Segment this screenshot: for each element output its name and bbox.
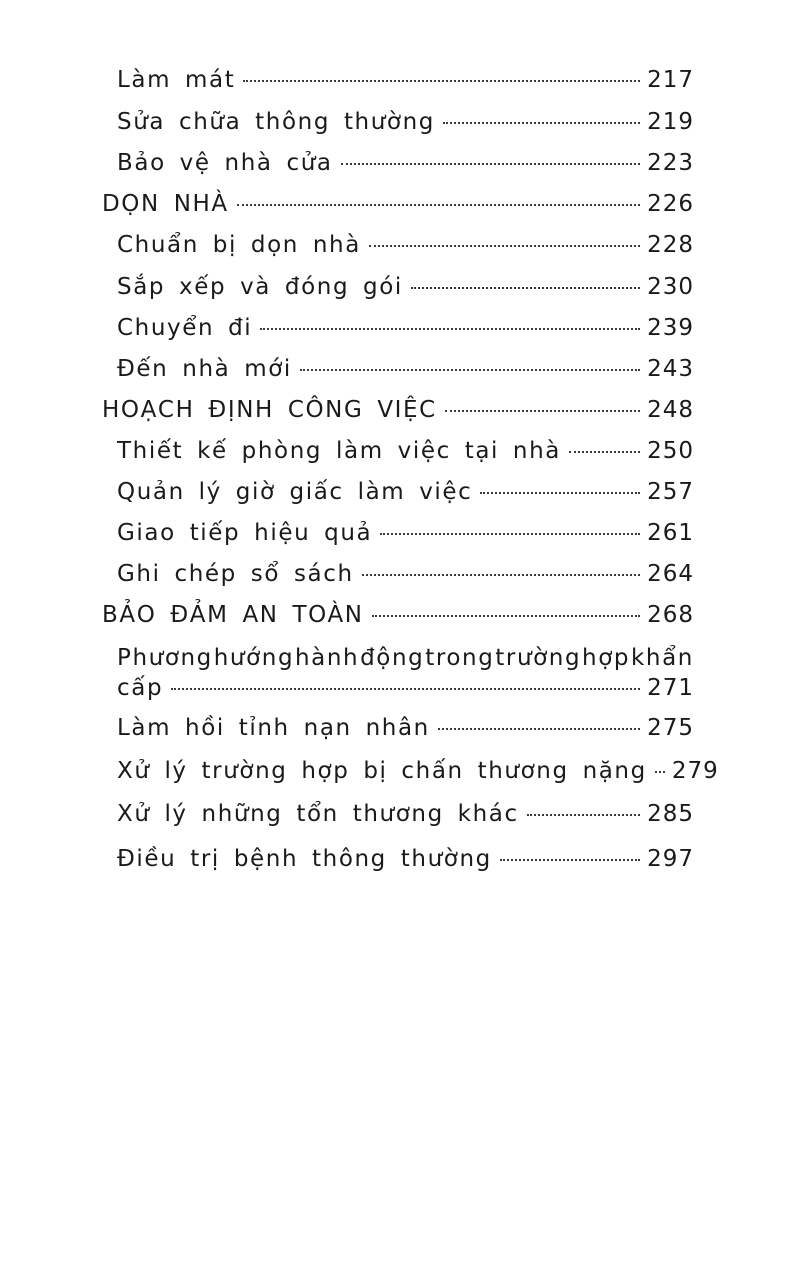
toc-entry-title: Làm hồi tỉnh nạn nhân xyxy=(117,715,430,741)
toc-entry-title: Thiết kế phòng làm việc tại nhà xyxy=(117,438,561,464)
dot-leader xyxy=(260,328,640,330)
toc-section-title: DỌN NHÀ xyxy=(102,191,229,217)
toc-entry-title: Chuyển đi xyxy=(117,315,253,341)
dot-leader xyxy=(569,451,640,453)
toc-section-entry[interactable] xyxy=(102,396,694,424)
toc-entry-title: Bảo vệ nhà cửa xyxy=(117,150,333,176)
toc-entry-title: Làm mát xyxy=(117,67,236,93)
dot-leader xyxy=(171,688,640,690)
toc-entry-title: Điều trị bệnh thông thường xyxy=(117,846,492,872)
dot-leader xyxy=(380,533,640,535)
toc-entry[interactable] xyxy=(117,437,694,465)
title-word: hành xyxy=(295,645,360,671)
toc-entry[interactable] xyxy=(117,845,694,873)
toc-entry-page: 275 xyxy=(647,715,694,741)
title-word: hướng xyxy=(213,645,295,671)
toc-entry-page: 257 xyxy=(647,479,694,505)
dot-leader xyxy=(443,122,640,124)
toc-entry-page: 285 xyxy=(647,801,694,827)
toc-entry-title: Giao tiếp hiệu quả xyxy=(117,520,373,546)
dot-leader xyxy=(527,814,640,816)
toc-entry-page: 219 xyxy=(647,109,694,135)
toc-entry-page: 264 xyxy=(647,561,694,587)
toc-entry-multiline[interactable] xyxy=(117,643,694,703)
dot-leader xyxy=(500,859,640,861)
toc-entry-page: 228 xyxy=(647,232,694,258)
toc-entry-page: 223 xyxy=(647,150,694,176)
toc-entry-title: Sắp xếp và đóng gói xyxy=(117,274,403,300)
toc-entry-title: Xử lý những tổn thương khác xyxy=(117,801,519,827)
toc-section-title: BẢO ĐẢM AN TOÀN xyxy=(102,602,364,628)
dot-leader xyxy=(372,615,641,617)
dot-leader xyxy=(237,204,640,206)
toc-entry-title-line1 xyxy=(117,643,694,673)
dot-leader xyxy=(341,163,640,165)
toc-entry-page: 268 xyxy=(647,602,694,628)
toc-entry[interactable] xyxy=(117,560,694,588)
toc-entry[interactable] xyxy=(117,519,694,547)
toc-entry[interactable] xyxy=(117,714,694,742)
toc-entry[interactable] xyxy=(117,149,694,177)
dot-leader xyxy=(243,80,640,82)
toc-entry-page: 243 xyxy=(647,356,694,382)
toc-entry-title-line2 xyxy=(117,673,694,703)
toc-entry[interactable] xyxy=(117,66,694,94)
dot-leader xyxy=(480,492,640,494)
title-word: khẩn xyxy=(630,645,694,671)
toc-entry[interactable] xyxy=(117,314,694,342)
toc-entry-title: Đến nhà mới xyxy=(117,356,292,382)
toc-entry-title: Quản lý giờ giấc làm việc xyxy=(117,479,473,505)
toc-entry-title: Sửa chữa thông thường xyxy=(117,109,435,135)
toc-entry-page: 248 xyxy=(647,397,694,423)
toc-entry-page: 279 xyxy=(671,758,719,784)
dot-leader xyxy=(300,369,640,371)
toc-entry-title-continuation: cấp xyxy=(117,675,164,701)
title-word: động xyxy=(360,645,425,671)
dot-leader xyxy=(369,245,640,247)
dot-leader xyxy=(362,574,640,576)
toc-entry[interactable] xyxy=(117,355,694,383)
toc-entry-page: 226 xyxy=(647,191,694,217)
toc-entry-page: 271 xyxy=(647,675,694,701)
toc-entry[interactable] xyxy=(117,478,694,506)
toc-entry[interactable] xyxy=(117,273,694,301)
toc-entry[interactable] xyxy=(117,231,694,259)
dot-leader xyxy=(655,771,665,773)
toc-entry-page: 217 xyxy=(647,67,694,93)
toc-entry-page: 250 xyxy=(647,438,694,464)
toc-entry-title: Xử lý trường hợp bị chấn thương nặng xyxy=(117,758,647,784)
dot-leader xyxy=(411,287,640,289)
dot-leader xyxy=(438,728,640,730)
toc-entry-title: Chuẩn bị dọn nhà xyxy=(117,232,361,258)
title-word: trường xyxy=(495,645,582,671)
toc-section-title: HOẠCH ĐỊNH CÔNG VIỆC xyxy=(102,397,437,423)
toc-entry-page: 230 xyxy=(647,274,694,300)
toc-entry[interactable] xyxy=(117,108,694,136)
title-word: hợp xyxy=(582,645,631,671)
toc-entry[interactable] xyxy=(117,800,694,828)
dot-leader xyxy=(445,410,640,412)
toc-section-entry[interactable] xyxy=(102,601,694,629)
toc-section-entry[interactable] xyxy=(102,190,694,218)
toc-entry-title: Ghi chép sổ sách xyxy=(117,561,354,587)
title-word: Phương xyxy=(117,645,213,671)
toc-entry-page: 261 xyxy=(647,520,694,546)
toc-entry-page: 239 xyxy=(647,315,694,341)
toc-entry[interactable] xyxy=(117,757,719,785)
toc-entry-page: 297 xyxy=(647,846,694,872)
title-word: trong xyxy=(425,645,495,671)
